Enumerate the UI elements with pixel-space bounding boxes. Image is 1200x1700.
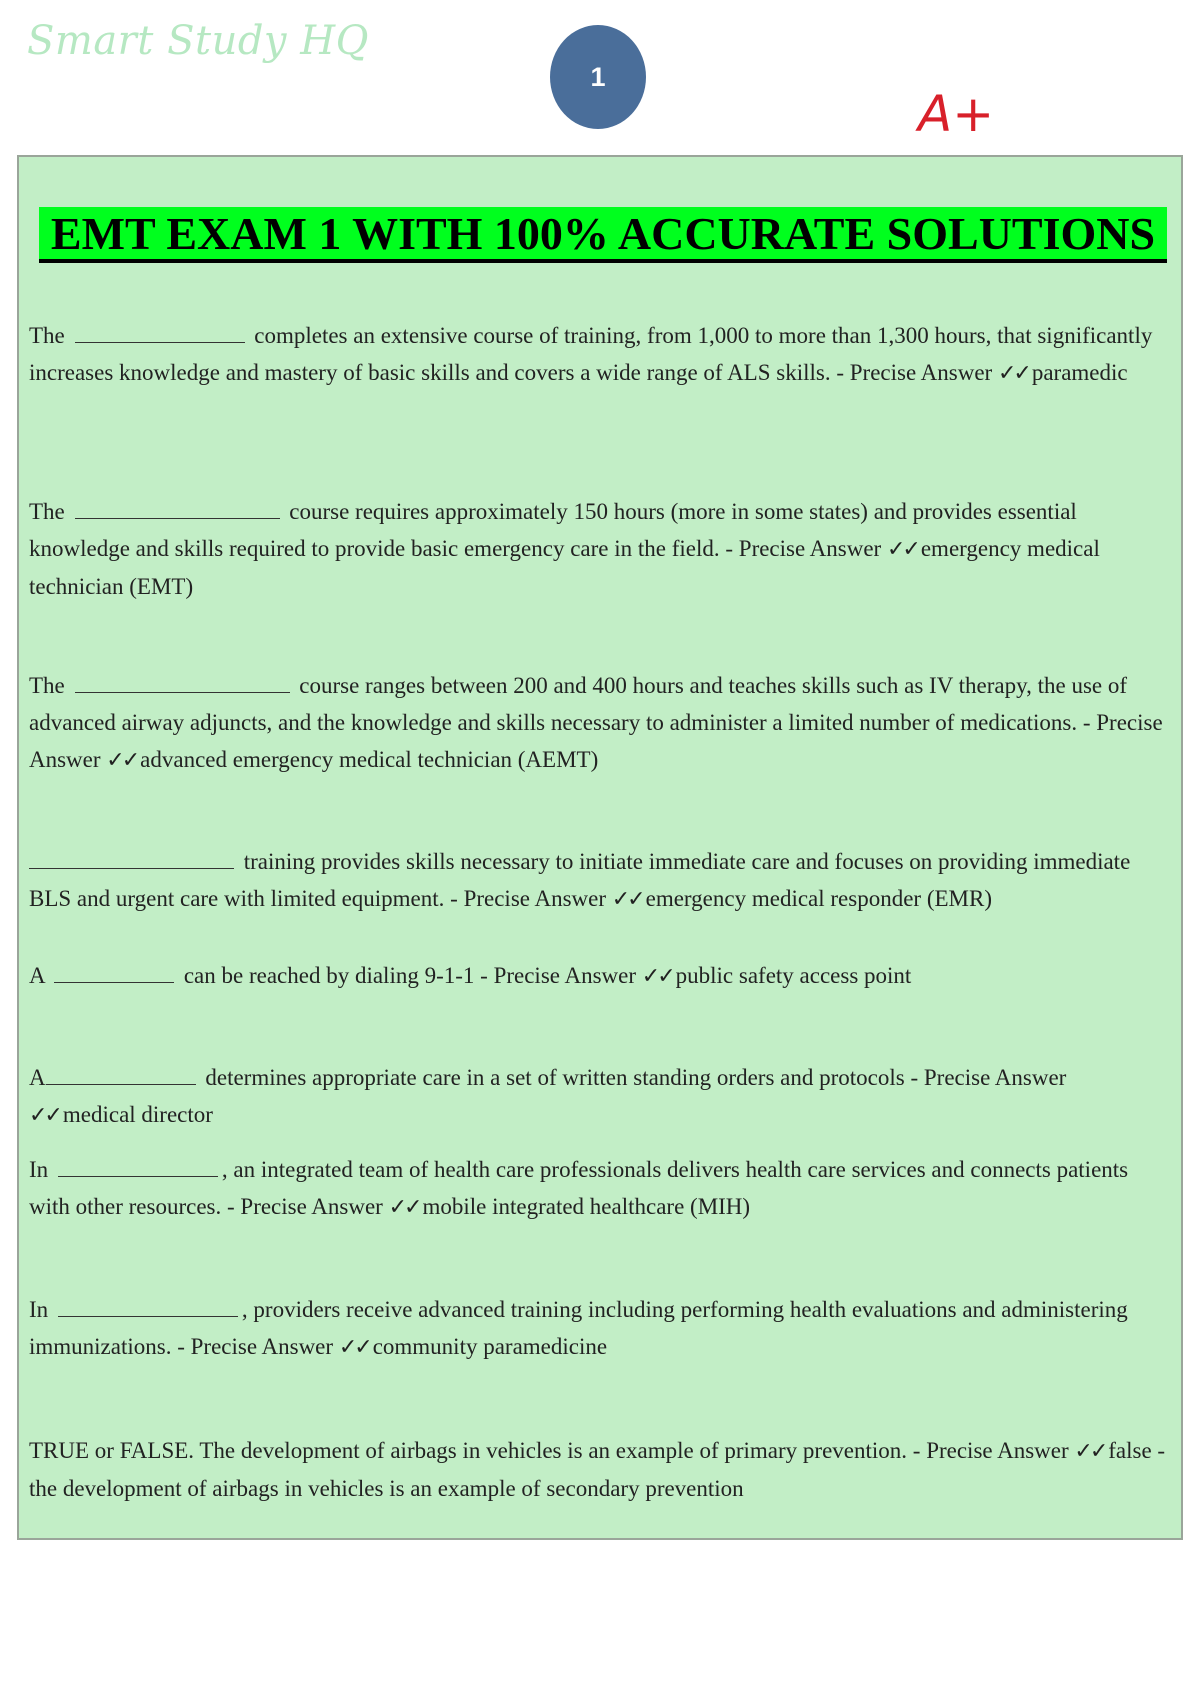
answer-blank [58, 1298, 238, 1317]
qa-answer: mobile integrated healthcare (MIH) [422, 1194, 751, 1219]
answer-blank [75, 674, 290, 693]
checkmark-icon: ✓✓ [338, 1335, 370, 1360]
qa-question: completes an extensive course of training, from 1,000 to more than 1,300 hours, that significantly increases knowledge and mastery of basic skills and covers a wide range of ALS skills. - Precise Answer [29, 323, 1153, 385]
answer-blank [29, 850, 234, 869]
qa-item [29, 1151, 1174, 1226]
qa-question: , an integrated team of health care professionals delivers health care services and connects patients with other resources. - Precise Answer [29, 1157, 1129, 1219]
qa-item [29, 1059, 1174, 1134]
document-title: EMT EXAM 1 WITH 100% ACCURATE SOLUTIONS [39, 207, 1167, 263]
checkmark-icon: ✓✓ [997, 361, 1029, 386]
answer-blank [75, 324, 245, 343]
content-box [17, 155, 1183, 1540]
qa-question: course requires approximately 150 hours (more in some states) and provides essential knowledge and skills required to provide basic emergency care in the field. - Precise Answer [29, 499, 1077, 561]
qa-prefix: The [29, 499, 65, 524]
checkmark-icon: ✓✓ [106, 748, 138, 773]
qa-item [29, 1291, 1174, 1366]
grade-mark [918, 84, 995, 144]
qa-answer: paramedic [1031, 360, 1128, 385]
qa-question: course ranges between 200 and 400 hours and teaches skills such as IV therapy, the use of advanced airway adjuncts, and the knowledge and skills necessary to administer a limited number of medications. - Precise Answer [29, 673, 1163, 772]
qa-prefix: A [29, 1065, 46, 1090]
checkmark-icon: ✓✓ [1074, 1439, 1106, 1464]
answer-blank [46, 1066, 196, 1085]
qa-question: , providers receive advanced training including performing health evaluations and administering immunizations. - Precise Answer [29, 1297, 1128, 1359]
qa-item [29, 843, 1174, 918]
qa-item [29, 1432, 1174, 1507]
checkmark-icon: ✓✓ [388, 1195, 420, 1220]
qa-question: TRUE or FALSE. The development of airbags in vehicles is an example of primary prevention. - Precise Answer [29, 1438, 1069, 1463]
qa-answer: emergency medical responder (EMR) [645, 886, 992, 911]
qa-answer: community paramedicine [372, 1334, 608, 1359]
qa-prefix: The [29, 323, 65, 348]
qa-prefix: The [29, 673, 65, 698]
qa-prefix: In [29, 1157, 49, 1182]
answer-blank [58, 1158, 218, 1177]
checkmark-icon: ✓✓ [886, 537, 918, 562]
answer-blank [75, 500, 280, 519]
checkmark-icon: ✓✓ [611, 887, 643, 912]
brand-logo: Smart Study HQ [27, 18, 369, 64]
qa-answer: false - the development of airbags in vehicles is an example of secondary prevention [29, 1438, 1166, 1501]
qa-answer: advanced emergency medical technician (AEMT) [140, 747, 599, 772]
qa-item [29, 493, 1174, 605]
qa-answer: medical director [62, 1102, 213, 1127]
checkmark-icon: ✓✓ [29, 1103, 60, 1128]
checkmark-icon: ✓✓ [641, 964, 673, 989]
qa-question: determines appropriate care in a set of written standing orders and protocols - Precise Answer [205, 1065, 1067, 1090]
qa-prefix: In [29, 1297, 49, 1322]
qa-answer: emergency medical technician (EMT) [29, 536, 1100, 599]
qa-item [29, 317, 1174, 392]
qa-question: training provides skills necessary to initiate immediate care and focuses on providing immediate BLS and urgent care with limited equipment. - Precise Answer [29, 849, 1131, 911]
qa-item [29, 957, 1174, 995]
page-number-badge: 1 [550, 25, 646, 129]
grade-text: A+ [918, 85, 995, 143]
answer-blank [54, 964, 174, 983]
qa-question: can be reached by dialing 9-1-1 - Precise Answer [183, 963, 637, 988]
qa-answer: public safety access point [675, 963, 912, 988]
qa-prefix: A [29, 963, 45, 988]
qa-item [29, 667, 1174, 779]
